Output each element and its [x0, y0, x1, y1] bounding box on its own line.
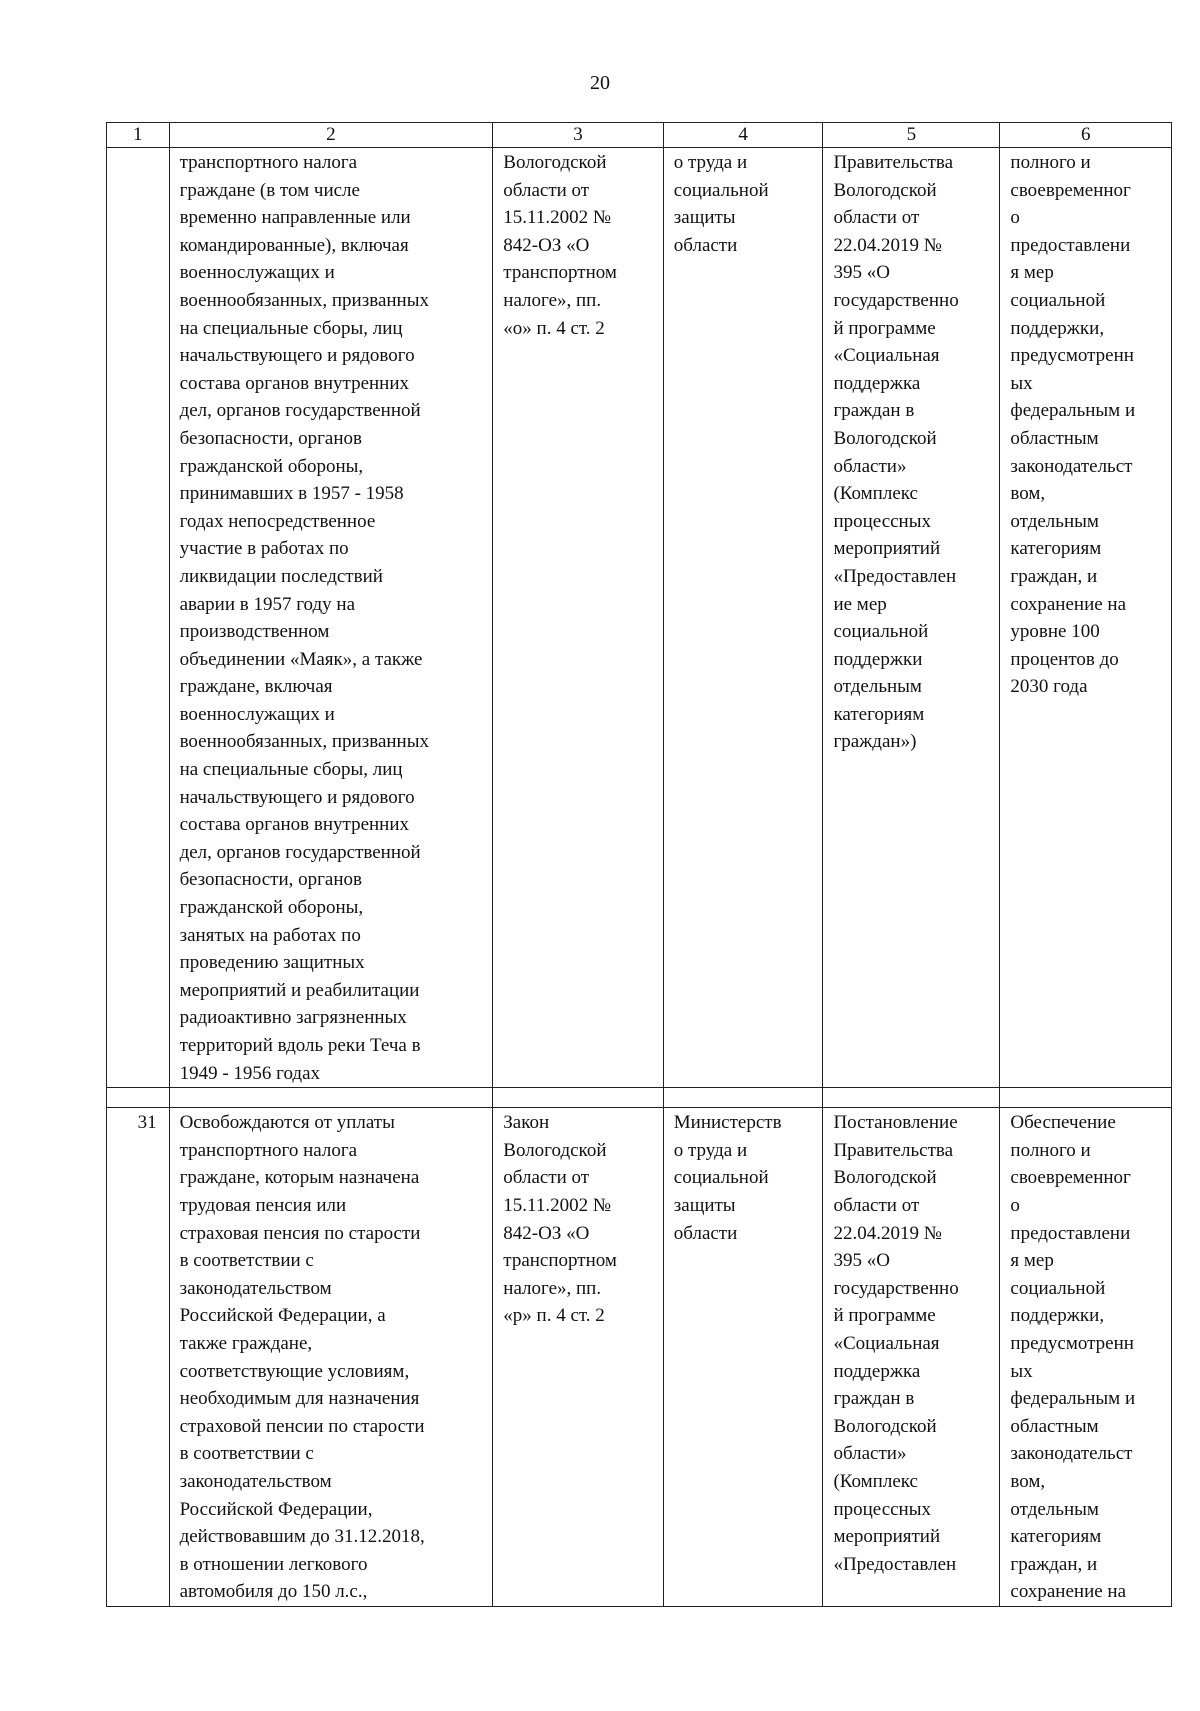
state-program: Правительства Вологодской области от 22.04.2019 № 395 «О государственно й программе «Социальная поддержка граждан в Вологодской области» (Комплекс процессных мероприятий «Предоставлен ие мер социальной поддержки отдельным категориям граждан») — [823, 148, 1000, 1088]
row-number: 31 — [107, 1108, 170, 1607]
legal-basis: Закон Вологодской области от 15.11.2002 № 842-ОЗ «О транспортном налоге», пп. «р» п. 4 ст. 2 — [493, 1108, 663, 1607]
col-header-5: 5 — [823, 123, 1000, 148]
col-header-6: 6 — [1000, 123, 1172, 148]
table-row — [107, 148, 1172, 1088]
col-header-3: 3 — [493, 123, 663, 148]
col-header-4: 4 — [663, 123, 823, 148]
responsible-executor: о труда и социальной защиты области — [663, 148, 823, 1088]
program-goal: полного и своевременног о предоставлени я мер социальной поддержки, предусмотренн ых федеральным и областным законодательст вом, отдельным категориям граждан, и сохранение на уровне 100 процентов до 2030 года — [1000, 148, 1172, 1088]
program-goal: Обеспечение полного и своевременног о предоставлени я мер социальной поддержки, предусмотренн ых федеральным и областным законодательст вом, отдельным категориям граждан, и сохранение на — [1000, 1108, 1172, 1607]
row-separator — [107, 1088, 1172, 1108]
benefit-description: транспортного налога граждане (в том числе временно направленные или командированные), включая военнослужащих и военнообязанных, призванных на специальные сборы, лиц начальствующего и рядового состава органов внутренних дел, органов государственной безопасности, органов гражданской обороны, принимавших в 1957 - 1958 годах непосредственное участие в работах по ликвидации последствий аварии в 1957 году на производственном объединении «Маяк», а также граждане, включая военнослужащих и военнообязанных, призванных на специальные сборы, лиц начальствующего и рядового состава органов внутренних дел, органов государственной безопасности, органов гражданской обороны, занятых на работах по проведению защитных мероприятий и реабилитации радиоактивно загрязненных территорий вдоль реки Теча в 1949 - 1956 годах — [169, 148, 493, 1088]
page-number: 20 — [590, 72, 610, 94]
col-header-1: 1 — [107, 123, 170, 148]
state-program: Постановление Правительства Вологодской области от 22.04.2019 № 395 «О государственно й программе «Социальная поддержка граждан в Вологодской области» (Комплекс процессных мероприятий «Предоставлен — [823, 1108, 1000, 1607]
header-row — [107, 123, 1172, 148]
legal-basis: Вологодской области от 15.11.2002 № 842-ОЗ «О транспортном налоге», пп. «о» п. 4 ст. 2 — [493, 148, 663, 1088]
benefit-description: Освобождаются от уплаты транспортного налога граждане, которым назначена трудовая пенсия или страховая пенсия по старости в соответствии с законодательством Российской Федерации, а также граждане, соответствующие условиям, необходимым для назначения страховой пенсии по старости в соответствии с законодательством Российской Федерации, действовавшим до 31.12.2018, в отношении легкового автомобиля до 150 л.с., — [169, 1108, 493, 1607]
responsible-executor: Министерств о труда и социальной защиты области — [663, 1108, 823, 1607]
tax-benefits-table — [106, 122, 1172, 1607]
table-row — [107, 1108, 1172, 1607]
row-number — [107, 148, 170, 1088]
col-header-2: 2 — [169, 123, 493, 148]
